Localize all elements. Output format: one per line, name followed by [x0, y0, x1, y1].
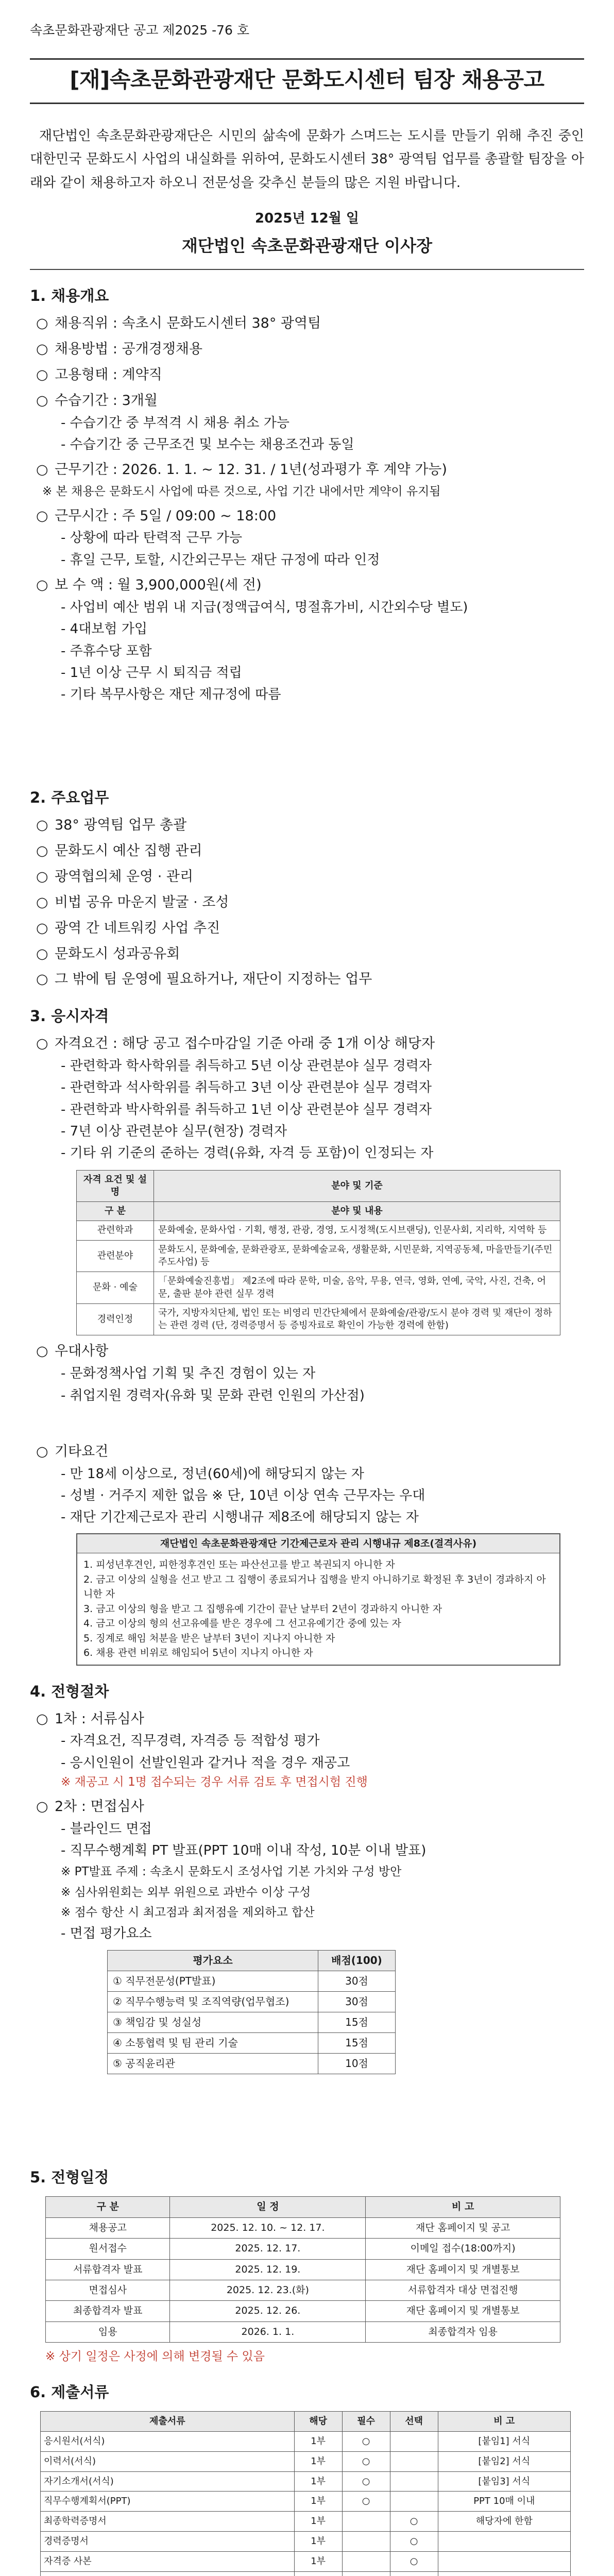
sub-item: - 기타 위 기준의 준하는 경력(유화, 자격 등 포함)이 인정되는 자	[61, 1145, 434, 1161]
sub-item: - 1년 이상 근무 시 퇴직금 적립	[61, 665, 242, 681]
sub-item: - 관련학과 박사학위를 취득하고 1년 이상 관련분야 실무 경력자	[61, 1101, 432, 1117]
signer: 재단법인 속초문화관광재단 이사장	[182, 235, 432, 256]
schedule-table	[45, 2196, 560, 2343]
section-title-schedule: 5. 전형일정	[30, 2168, 109, 2187]
section-title-documents: 6. 제출서류	[30, 2383, 109, 2401]
sub-item: - 주휴수당 포함	[61, 643, 152, 659]
sub-item: - 재단 기간제근로자 관리 시행내규 제8조에 해당되지 않는 자	[61, 1510, 419, 1526]
list-item: ○ 그 밖에 팀 운영에 필요하거나, 재단이 지정하는 업무	[36, 971, 372, 988]
box-item: 5. 징계로 해임 처분을 받은 날부터 3년이 지나지 아니한 자	[83, 1632, 335, 1644]
table-header: 분야 및 기준	[154, 1170, 560, 1202]
disqualification-box	[76, 1533, 560, 1666]
table-row: 자격증 사본 1부 ○	[41, 2552, 571, 2572]
intro-paragraph: 재단법인 속초문화관광재단은 시민의 삶속에 문화가 스며드는 도시를 만들기 위해 추진 중인 대한민국 문화도시 사업의 내실화를 위하여, 문화도시센터 38° 광역팀 업무를 총괄할 팀장을 아래와 같이 채용하고자 하오니 전문성을 갖추신 분들의 많은 지원 바랍니다.	[30, 128, 584, 191]
table-row: 임용 2026. 1. 1. 최종합격자 임용	[46, 2321, 560, 2342]
sub-item: - 7년 이상 관련분야 실무(현장) 경력자	[61, 1123, 287, 1139]
table-row: ① 직무전문성(PT발표) 30점	[108, 1971, 396, 1992]
table-row: 이력서(서식) 1부 ○ [붙임2] 서식	[41, 2451, 571, 2471]
sub-item: - 관련학과 학사학위를 취득하고 5년 이상 관련분야 실무 경력자	[61, 1058, 432, 1074]
qualification-table	[76, 1170, 560, 1336]
list-item: ○ 38° 광역팀 업무 총괄	[36, 817, 187, 834]
sub-item: - 4대보험 가입	[61, 621, 148, 637]
list-item: ○ 문화도시 성과공유회	[36, 945, 180, 962]
table-header: 해당	[294, 2411, 342, 2431]
table-row: ② 직무수행능력 및 조직역량(업무협조) 30점	[108, 1992, 396, 2012]
list-item: ○ 채용직위 : 속초시 문화도시센터 38° 광역팀	[36, 315, 321, 332]
section-title-duties: 2. 주요업무	[30, 789, 109, 807]
sub-item: - 성별 · 거주지 제한 없음 ※ 단, 10년 이상 연속 근무자는 우대	[61, 1488, 425, 1504]
table-header: 구 분	[46, 2197, 170, 2217]
page-title: [재]속초문화관광재단 문화도시센터 팀장 채용공고	[30, 58, 584, 104]
sub-item: - 기타 복무사항은 재단 제규정에 따름	[61, 687, 281, 703]
table-header: 필수	[342, 2411, 390, 2431]
sub-item: - 관련학과 석사학위를 취득하고 3년 이상 관련분야 실무 경력자	[61, 1080, 432, 1096]
table-header: 비 고	[366, 2197, 560, 2217]
list-item: ○ 보 수 액 : 월 3,900,000원(세 전)	[36, 577, 262, 594]
note: ※ 재공고 시 1명 접수되는 경우 서류 검토 후 면접시험 진행	[61, 1775, 368, 1789]
list-item: ○ 광역 간 네트워킹 사업 추진	[36, 920, 220, 936]
notice-date: 2025년 12월 일	[255, 211, 359, 227]
table-header: 자격 요건 및 설명	[77, 1170, 154, 1202]
sub-item: - 문화정책사업 기획 및 추진 경험이 있는 자	[61, 1366, 316, 1382]
box-item: 2. 금고 이상의 실형을 선고 받고 그 집행이 종료되거나 집행을 받지 아니하기로 확정된 후 3년이 경과하지 아니한 자	[83, 1573, 546, 1600]
sub-item: - 휴일 근무, 토할, 시간외근무는 재단 규정에 따라 인정	[61, 552, 380, 568]
sub-item: - 취업지원 경력자(유화 및 문화 관련 인원의 가산점)	[61, 1387, 365, 1403]
table-row: 최종학력증명서 1부 ○ 해당자에 한함	[41, 2512, 571, 2532]
table-row: ④ 소통협력 및 팀 관리 기술 15점	[108, 2033, 396, 2054]
table-row: 경력증명서 1부 ○	[41, 2532, 571, 2552]
list-item: ○ 기타요건	[36, 1443, 109, 1460]
section-title-overview: 1. 채용개요	[30, 287, 109, 305]
sub-item: - 만 18세 이상으로, 정년(60세)에 해당되지 않는 자	[61, 1466, 364, 1482]
note: ※ PT발표 주제 : 속초시 문화도시 조성사업 기본 가치와 구성 방안	[61, 1865, 402, 1879]
section-title-procedure: 4. 전형절차	[30, 1682, 109, 1700]
box-item: 3. 금고 이상의 형을 받고 그 집행유예 기간이 끝난 날부터 2년이 경과하지 아니한 자	[83, 1603, 442, 1615]
note: ※ 상기 일정은 사정에 의해 변경될 수 있음	[45, 2350, 265, 2364]
table-header: 분야 및 내용	[154, 1202, 560, 1221]
table-header: 평가요소	[108, 1951, 318, 1971]
list-item: ○ 2차 : 면접심사	[36, 1798, 144, 1815]
sub-item: - 상황에 따라 탄력적 근무 가능	[61, 530, 243, 546]
table-header: 배점(100)	[318, 1951, 396, 1971]
box-item: 6. 채용 관련 비위로 해임되어 5년이 지나지 아니한 자	[83, 1647, 313, 1659]
table-row: 채용공고 2025. 12. 10. ~ 12. 17. 재단 홈페이지 및 공고	[46, 2217, 560, 2238]
table-row: 경력인정 국가, 지방자치단체, 법인 또는 비영리 민간단체에서 문화예술/관광/도시 분야 경력 및 재단이 정하는 관련 경력 (단, 경력증명서 등 증빙자료로 확인이 가능한 경력에 한함)	[77, 1303, 560, 1335]
sub-item: - 직무수행계획 PT 발표(PPT 10매 이내 작성, 10분 이내 발표)	[61, 1842, 427, 1858]
list-item: ○ 근무시간 : 주 5일 / 09:00 ~ 18:00	[36, 507, 277, 524]
table-row: 원서접수 2025. 12. 17. 이메일 접수(18:00까지)	[46, 2239, 560, 2259]
table-header: 제출서류	[41, 2411, 295, 2431]
table-row: 문화 · 예술 「문화예술진흥법」 제2조에 따라 문학, 미술, 음악, 무용, 연극, 영화, 연예, 국악, 사진, 건축, 어문, 출판 분야 관련 실무 경력	[77, 1272, 560, 1304]
list-item: ○ 근무기간 : 2026. 1. 1. ~ 12. 31. / 1년(성과평가 후 계약 가능)	[36, 462, 447, 478]
sub-item: - 수습기간 중 부적격 시 채용 취소 가능	[61, 415, 289, 431]
table-row: 직무수행계획서(PPT) 1부 ○ PPT 10매 이내	[41, 2492, 571, 2512]
list-item: ○ 자격요건 : 해당 공고 접수마감일 기준 아래 중 1개 이상 해당자	[36, 1036, 435, 1052]
list-item: ○ 1차 : 서류심사	[36, 1710, 144, 1727]
box-item: 1. 피성년후견인, 피한정후견인 또는 파산선고를 받고 복권되지 아니한 자	[83, 1559, 395, 1571]
box-title: 재단법인 속초문화관광재단 기간제근로자 관리 시행내규 제8조(결격사유)	[77, 1534, 559, 1554]
table-row: 면접심사 2025. 12. 23.(화) 서류합격자 대상 면접진행	[46, 2280, 560, 2301]
sub-item: - 응시인원이 선발인원과 같거나 적을 경우 재공고	[61, 1755, 350, 1771]
sub-item: - 자격요건, 직무경력, 자격증 등 적합성 평가	[61, 1733, 320, 1749]
doc-number: 속초문화관광재단 공고 제2025 -76 호	[30, 23, 250, 38]
table-row: 최종합격자 발표 2025. 12. 26. 재단 홈페이지 및 개별통보	[46, 2301, 560, 2321]
list-item: ○ 비법 공유 마운지 발굴 · 조성	[36, 894, 229, 910]
documents-table	[40, 2411, 571, 2576]
list-item: ○ 문화도시 예산 집행 관리	[36, 843, 202, 859]
list-item: ○ 채용방법 : 공개경쟁채용	[36, 341, 203, 358]
table-row: ⑤ 공직윤리관 10점	[108, 2054, 396, 2074]
section-title-qualifications: 3. 응시자격	[30, 1007, 109, 1025]
table-row: 관련학과 문화예술, 문화사업 · 기획, 행정, 관광, 경영, 도시정책(도시브랜딩), 인문사회, 지리학, 지역학 등	[77, 1221, 560, 1240]
sub-item: - 수습기간 중 근무조건 및 보수는 채용조건과 동일	[61, 436, 354, 452]
table-row: 서류합격자 발표 2025. 12. 19. 재단 홈페이지 및 개별통보	[46, 2259, 560, 2280]
sub-item: - 면접 평가요소	[61, 1926, 152, 1942]
list-item: ○ 수습기간 : 3개월	[36, 392, 158, 409]
table-header: 선택	[390, 2411, 438, 2431]
table-header: 구 분	[77, 1202, 154, 1221]
table-row: 응시원서(서식) 1부 ○ [붙임1] 서식	[41, 2431, 571, 2451]
list-item: ○ 우대사항	[36, 1343, 109, 1360]
box-item: 4. 금고 이상의 형의 선고유예를 받은 경우에 그 선고유예기간 중에 있는 자	[83, 1618, 401, 1630]
table-row: 자기소개서(서식) 1부 ○ [붙임3] 서식	[41, 2471, 571, 2492]
note: ※ 점수 항산 시 최고점과 최저점을 제외하고 합산	[61, 1906, 315, 1920]
evaluation-table	[107, 1950, 396, 2074]
sub-item: - 사업비 예산 범위 내 지급(정액급여식, 명절휴가비, 시간외수당 별도)	[61, 599, 468, 615]
table-header: 일 정	[170, 2197, 366, 2217]
table-header: 비 고	[438, 2411, 570, 2431]
note: ※ 심사위원회는 외부 위원으로 과반수 이상 구성	[61, 1885, 311, 1899]
table-row: 관련분야 문화도시, 문화예술, 문화관광포, 문화예술교육, 생활문화, 시민문화, 지역공동체, 마을만들기(주민주도사업) 등	[77, 1240, 560, 1272]
table-row	[41, 2572, 571, 2576]
list-item: ○ 고용형태 : 계약직	[36, 366, 162, 383]
table-row: ③ 책임감 및 성실성 15점	[108, 2012, 396, 2033]
sub-item: - 블라인드 면접	[61, 1821, 152, 1837]
note: ※ 본 채용은 문화도시 사업에 따른 것으로, 사업 기간 내에서만 계약이 유지됨	[42, 484, 441, 498]
list-item: ○ 광역협의체 운영 · 관리	[36, 869, 194, 885]
divider	[30, 269, 584, 270]
